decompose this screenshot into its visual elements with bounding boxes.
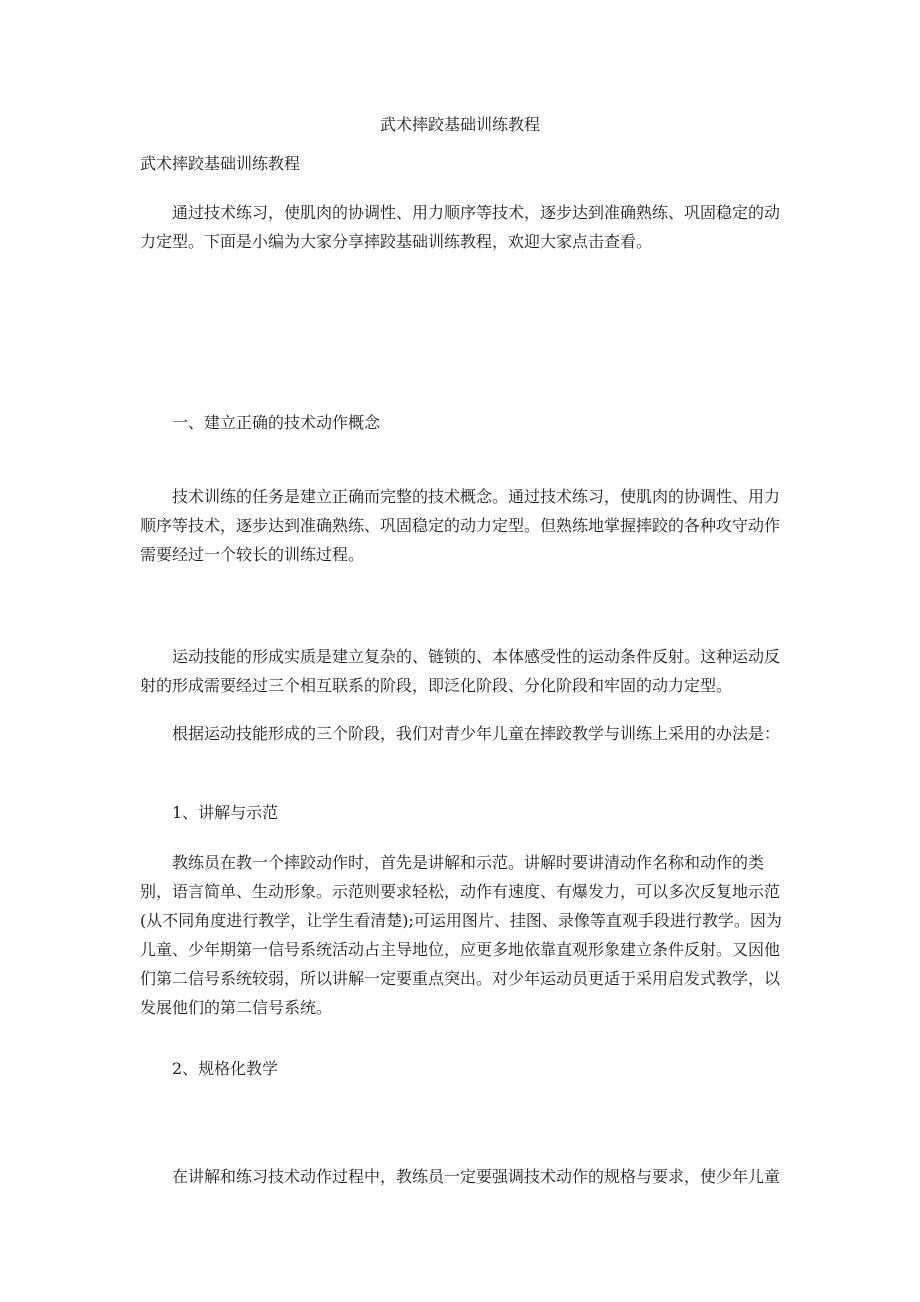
paragraph-1: 技术训练的任务是建立正确而完整的技术概念。通过技术练习，使肌肉的协调性、用力顺序等技术，逐步达到准确熟练、巩固稳定的动力定型。但熟练地掌握摔跤的各种攻守动作需要经过一个较长的训练过程。: [140, 487, 781, 564]
document-title: 武术摔跤基础训练教程: [379, 115, 540, 134]
paragraph-3: 根据运动技能形成的三个阶段，我们对青少年儿童在摔跤教学与训练上采用的办法是：: [172, 724, 781, 743]
paragraph-5: 在讲解和练习技术动作过程中，教练员一定要强调技术动作的规格与要求，使少年儿童: [172, 1167, 781, 1186]
paragraph-2: 运动技能的形成实质是建立复杂的、链锁的、本体感受性的运动条件反射。这种运动反射的形成需要经过三个相互联系的阶段，即泛化阶段、分化阶段和牢固的动力定型。: [140, 647, 781, 695]
document-heading: 武术摔跤基础训练教程: [140, 154, 301, 173]
list-item-1-heading: 1、讲解与示范: [172, 803, 279, 822]
paragraph-4: 教练员在教一个摔跤动作时，首先是讲解和示范。讲解时要讲清动作名称和动作的类别，语言简单、生动形象。示范则要求轻松，动作有速度、有爆发力，可以多次反复地示范(从不同角度进行教学，让学生看清楚);可运用图片、挂图、录像等直观手段进行教学。因为儿童、少年期第一信号系统活动占主导地位，应更多地依靠直观形象建立条件反射。又因他们第二信号系统较弱，所以讲解一定要重点突出。对少年运动员更适于采用启发式教学，以发展他们的第二信号系统。: [140, 853, 782, 1017]
intro-paragraph: 通过技术练习，使肌肉的协调性、用力顺序等技术，逐步达到准确熟练、巩固稳定的动力定型。下面是小编为大家分享摔跤基础训练教程，欢迎大家点击查看。: [140, 203, 781, 251]
section-heading-1: 一、建立正确的技术动作概念: [172, 413, 381, 432]
list-item-2-heading: 2、规格化教学: [172, 1059, 279, 1078]
